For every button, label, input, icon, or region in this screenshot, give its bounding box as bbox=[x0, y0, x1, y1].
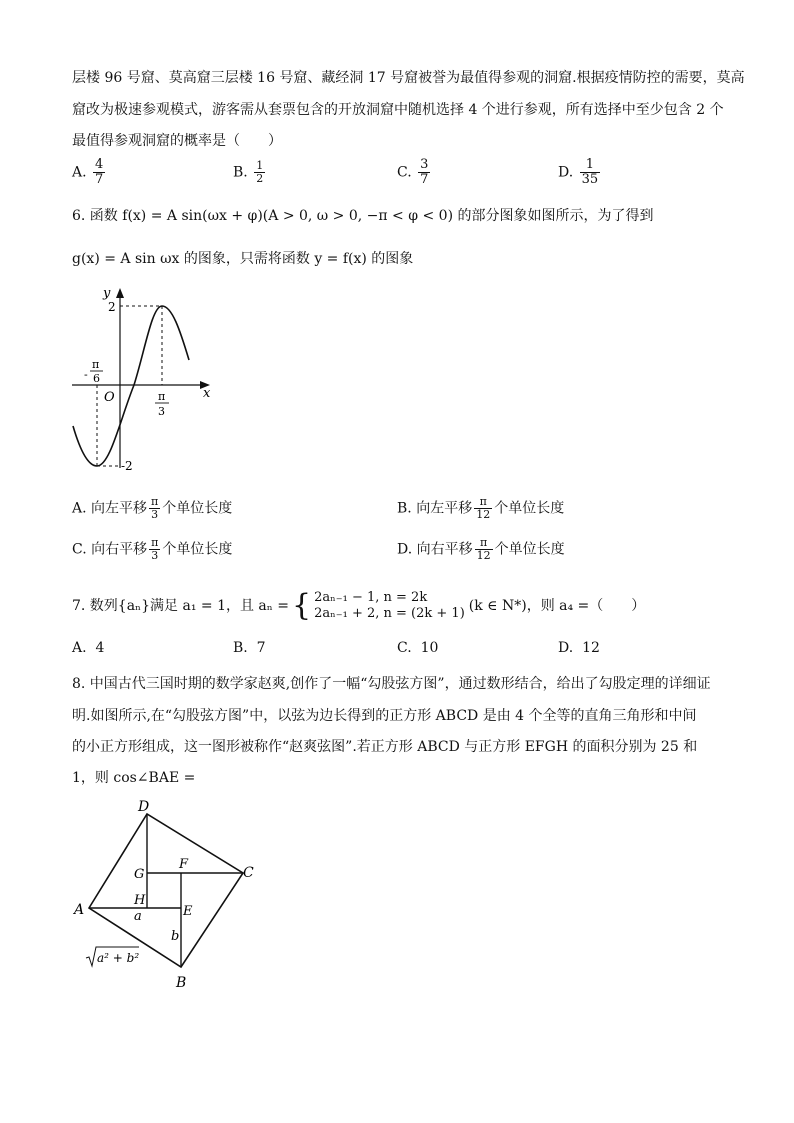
q5-option-c[interactable] bbox=[397, 158, 432, 187]
point-e-label: E bbox=[183, 904, 193, 919]
option-post-text: 个单位长度 bbox=[162, 541, 233, 558]
option-value: 7 bbox=[256, 640, 266, 656]
option-fraction: $\frac{\pi}{3}$ bbox=[151, 536, 159, 562]
vertex-c-label: C bbox=[243, 865, 254, 881]
q7-post-text: (k ∈ N*)，则 a₄ =（ ） bbox=[468, 598, 646, 614]
q7-option-d[interactable] bbox=[558, 638, 600, 658]
option-pre-text: 向左平移 bbox=[416, 500, 473, 517]
q7-statement bbox=[72, 590, 645, 622]
q6-text-line-2: g(x) = A sin ωx 的图象，只需将函数 y = f(x) 的图象 bbox=[72, 251, 414, 267]
option-pre-text: 向右平移 bbox=[416, 541, 473, 558]
option-post-text: 个单位长度 bbox=[162, 500, 233, 517]
sine-curve bbox=[73, 306, 189, 466]
option-letter: A. bbox=[72, 640, 87, 656]
option-fraction: $\frac{\pi}{12}$ bbox=[476, 536, 491, 562]
square-abcd bbox=[89, 814, 243, 967]
point-f-label: F bbox=[179, 857, 189, 872]
option-letter: B. bbox=[397, 500, 412, 517]
hypotenuse-label: a² + b² bbox=[97, 951, 140, 965]
x-axis-label: x bbox=[203, 386, 211, 401]
option-letter: A. bbox=[72, 500, 87, 517]
option-letter: D. bbox=[397, 541, 413, 558]
q6-text-line-1: 6. 函数 f(x) = A sin(ωx + φ)(A > 0, ω > 0, −π < φ < 0) 的部分图象如图所示，为了得到 bbox=[72, 208, 654, 224]
option-letter: C. bbox=[397, 640, 412, 656]
y-axis-arrow bbox=[116, 288, 124, 298]
q8-text-line-3: 的小正方形组成，这一图形被称作“赵爽弦图”.若正方形 ABCD 与正方形 EFGH 的面积分别为 25 和 bbox=[72, 739, 698, 755]
option-letter: B. bbox=[233, 640, 248, 656]
neg-tick-den: 6 bbox=[93, 372, 100, 385]
q7-option-c[interactable] bbox=[397, 638, 438, 658]
option-fraction: $\frac{4}{7}$ bbox=[95, 157, 104, 187]
q7-option-a[interactable] bbox=[72, 638, 104, 658]
option-letter: D. bbox=[558, 164, 574, 181]
q7-cases bbox=[314, 590, 465, 622]
q5-option-a[interactable] bbox=[72, 158, 107, 187]
y-axis-label: y bbox=[103, 286, 111, 301]
sine-graph bbox=[60, 280, 220, 480]
max-value-label: 2 bbox=[108, 300, 116, 314]
vertex-a-label: A bbox=[74, 902, 85, 918]
option-fraction: $\frac{1}{35}$ bbox=[581, 157, 599, 187]
option-post-text: 个单位长度 bbox=[494, 500, 565, 517]
q6-option-b[interactable] bbox=[397, 496, 564, 521]
option-fraction: $\frac{1}{2}$ bbox=[256, 159, 264, 185]
brace-icon: { bbox=[292, 588, 312, 623]
origin-label: O bbox=[104, 390, 115, 405]
q6-option-d[interactable] bbox=[397, 537, 565, 562]
option-value: 12 bbox=[582, 640, 600, 656]
q7-case-odd: 2aₙ₋₁ + 2, n = (2k + 1) bbox=[314, 606, 465, 621]
side-a-label: a bbox=[134, 909, 142, 924]
option-pre-text: 向左平移 bbox=[91, 500, 148, 517]
q5-text-line-1: 层楼 96 号窟、莫高窟三层楼 16 号窟、藏经洞 17 号窟被誉为最值得参观的洞窟.根据疫情防控的需要，莫高 bbox=[72, 70, 745, 86]
option-post-text: 个单位长度 bbox=[494, 541, 565, 558]
q5-option-d[interactable] bbox=[558, 158, 602, 187]
option-letter: C. bbox=[72, 541, 87, 558]
vertex-b-label: B bbox=[176, 975, 187, 991]
option-value: 4 bbox=[95, 640, 105, 656]
option-fraction: $\frac{\pi}{3}$ bbox=[151, 495, 159, 521]
q7-option-b[interactable] bbox=[233, 638, 266, 658]
q6-option-a[interactable] bbox=[72, 496, 232, 521]
option-letter: C. bbox=[397, 164, 412, 181]
q6-option-c[interactable] bbox=[72, 537, 232, 562]
q5-text-line-2: 窟改为极速参观模式，游客需从套票包含的开放洞窟中随机选择 4 个进行参观，所有选择中至少包含 2 个 bbox=[72, 102, 724, 118]
point-g-label: G bbox=[134, 867, 145, 882]
neg-tick-num: π bbox=[92, 358, 100, 371]
option-fraction: $\frac{3}{7}$ bbox=[420, 157, 429, 187]
side-b-label: b bbox=[171, 929, 180, 944]
option-letter: A. bbox=[72, 164, 87, 181]
q7-pre-text: 7. 数列{aₙ}满足 a₁ = 1，且 aₙ = bbox=[72, 598, 290, 614]
q5-text-line-3: 最值得参观洞窟的概率是（ ） bbox=[72, 133, 282, 149]
neg-tick-sign: - bbox=[84, 368, 88, 381]
pos-tick-num: π bbox=[158, 390, 166, 403]
option-value: 10 bbox=[420, 640, 439, 656]
q8-text-line-2: 明.如图所示,在“勾股弦方图”中，以弦为边长得到的正方形 ABCD 是由 4 个全等的直角三角形和中间 bbox=[72, 708, 697, 724]
point-h-label: H bbox=[134, 893, 146, 908]
min-value-label: -2 bbox=[121, 459, 133, 473]
option-letter: D. bbox=[558, 640, 574, 656]
q8-text-line-4: 1，则 cos∠BAE = bbox=[72, 770, 196, 786]
option-pre-text: 向右平移 bbox=[91, 541, 148, 558]
q7-case-even: 2aₙ₋₁ − 1, n = 2k bbox=[314, 590, 428, 605]
vertex-d-label: D bbox=[138, 799, 150, 815]
zhao-shuang-diagram bbox=[70, 795, 270, 995]
q8-text-line-1: 8. 中国古代三国时期的数学家赵爽,创作了一幅“勾股弦方图”，通过数形结合，给出了勾股定理的详细证 bbox=[72, 676, 711, 692]
option-letter: B. bbox=[233, 164, 248, 181]
option-fraction: $\frac{\pi}{12}$ bbox=[476, 495, 491, 521]
pos-tick-den: 3 bbox=[158, 405, 165, 418]
q5-option-b[interactable] bbox=[233, 160, 267, 185]
